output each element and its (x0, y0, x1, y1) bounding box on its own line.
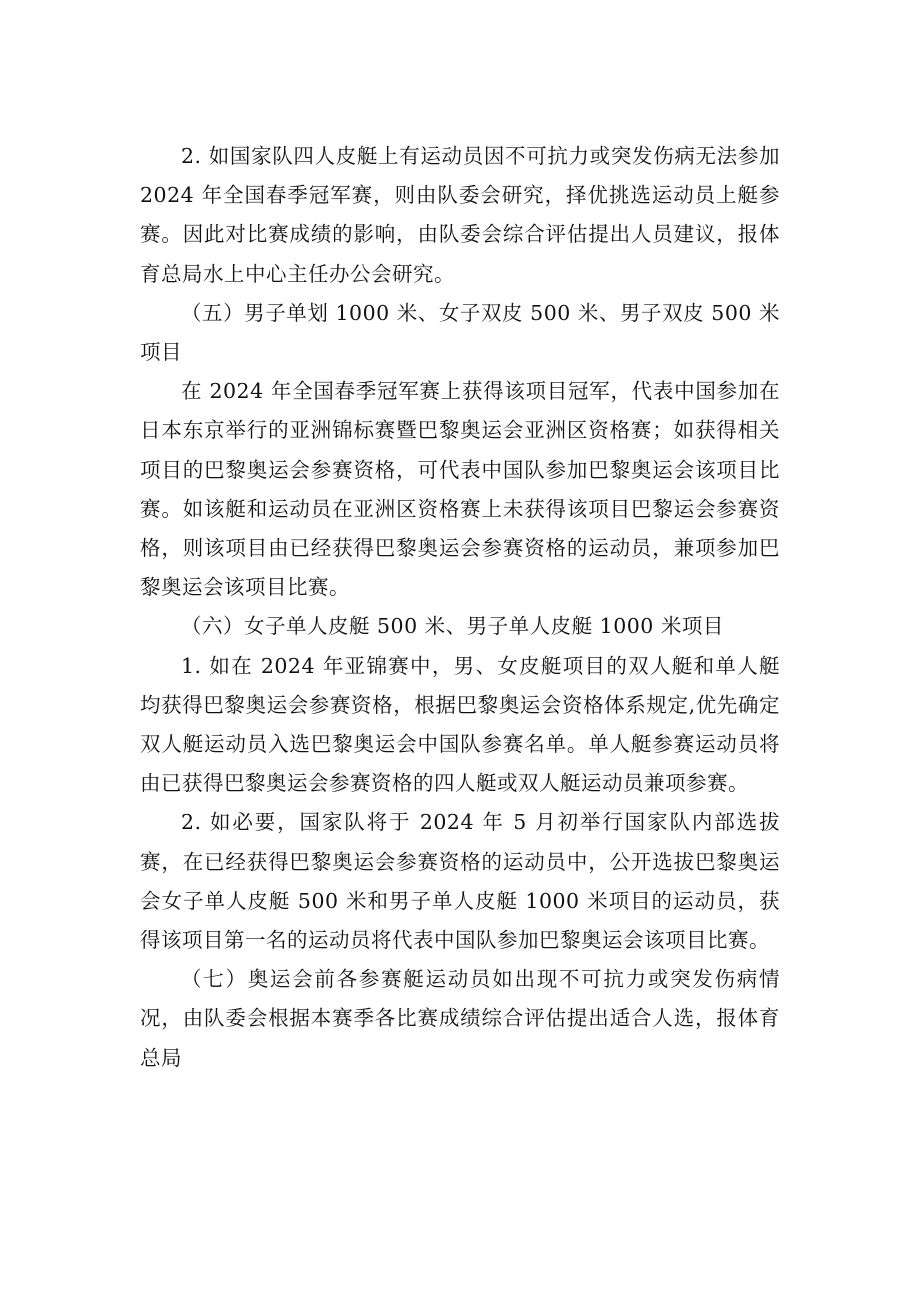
document-page (140, 137, 780, 1078)
section-heading-seven: （七）奥运会前各参赛艇运动员如出现不可抗力或突发伤病情况，由队委会根据本赛季各比赛成绩综合评估提出适合人选，报体育总局 (140, 967, 780, 1070)
paragraph-section-six-item-1: 1. 如在 2024 年亚锦赛中，男、女皮艇项目的双人艇和单人艇均获得巴黎奥运会参赛资格，根据巴黎奥运会资格体系规定,优先确定双人艇运动员入选巴黎奥运会中国队参赛名单。单人艇参赛运动员将由已获得巴黎奥运会参赛资格的四人艇或双人艇运动员兼项参赛。 (140, 653, 780, 796)
paragraph-section-five-body: 在 2024 年全国春季冠军赛上获得该项目冠军，代表中国参加在日本东京举行的亚洲锦标赛暨巴黎奥运会亚洲区资格赛；如获得相关项目的巴黎奥运会参赛资格，可代表中国队参加巴黎奥运会该项目比赛。如该艇和运动员在亚洲区资格赛上未获得该项目巴黎运会参赛资格，则该项目由已经获得巴黎奥运会参赛资格的运动员，兼项参加巴黎奥运会该项目比赛。 (140, 379, 780, 600)
section-heading-five: （五）男子单划 1000 米、女子双皮 500 米、男子双皮 500 米项目 (140, 300, 780, 365)
section-heading-six: （六）女子单人皮艇 500 米、男子单人皮艇 1000 米项目 (181, 614, 724, 639)
paragraph-section-six-item-2: 2. 如必要，国家队将于 2024 年 5 月初举行国家队内部选拔赛，在已经获得巴黎奥运会参赛资格的运动员中，公开选拔巴黎奥运会女子单人皮艇 500 米和男子单人皮艇 1000 米项目的运动员，获得该项目第一名的运动员将代表中国队参加巴黎奥运会该项目比赛。 (140, 810, 780, 953)
paragraph-item-2-substitution: 2. 如国家队四人皮艇上有运动员因不可抗力或突发伤病无法参加 2024 年全国春季冠军赛，则由队委会研究，择优挑选运动员上艇参赛。因此对比赛成绩的影响，由队委会综合评估提出人员建议，报体育总局水上中心主任办公会研究。 (140, 144, 780, 286)
